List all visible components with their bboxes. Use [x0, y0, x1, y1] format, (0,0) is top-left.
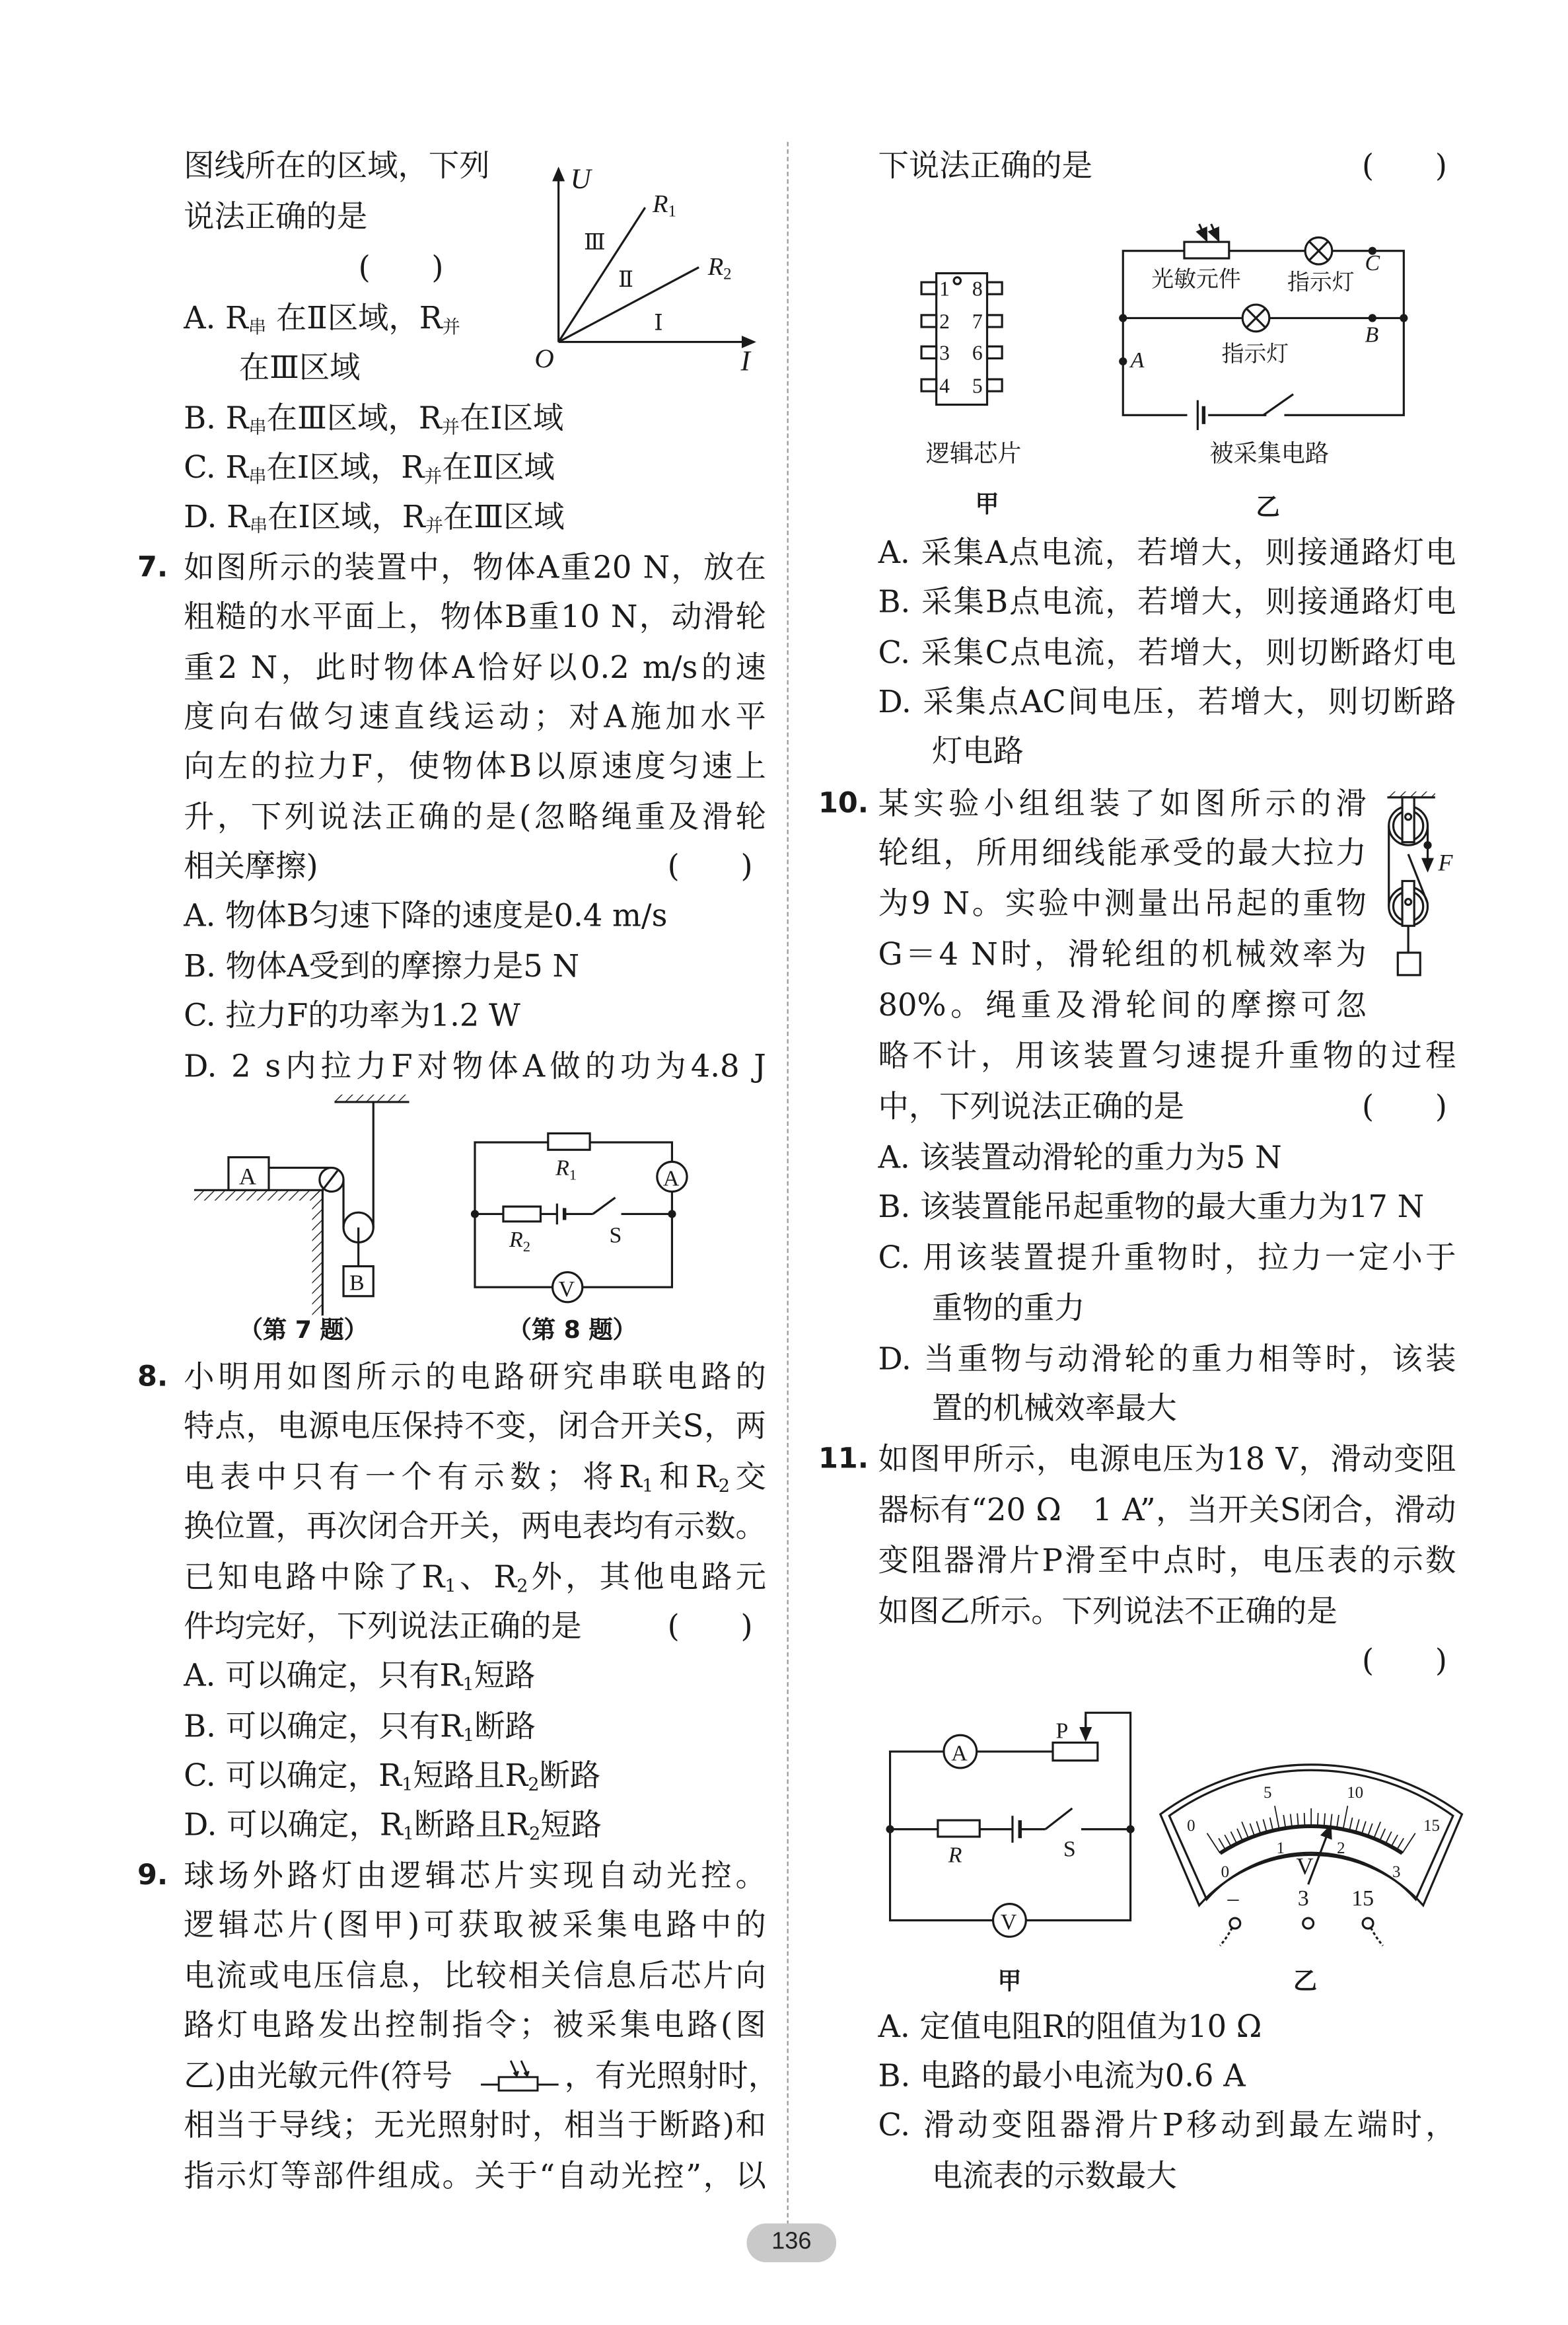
q8-circuit: [472, 1133, 687, 1302]
question-text-line: 乙)由光敏元件(符号: [184, 2057, 453, 2094]
lamp-label-2: 指示灯: [1221, 342, 1289, 367]
chip-pin: [921, 346, 937, 358]
question-text-line: 相当于导线；无光照射时，相当于断路)和: [184, 2107, 766, 2143]
question-number: 8.: [137, 1360, 168, 1393]
region-3-label: Ⅲ: [584, 230, 606, 255]
origin-label: O: [534, 343, 554, 373]
meter-tick: [1355, 1820, 1359, 1833]
point-a-label: A: [1130, 348, 1145, 373]
point-c-label: C: [1365, 251, 1380, 276]
figure-caption: （第 7 题）: [238, 1315, 368, 1345]
figure-b-label: 乙: [1293, 1968, 1318, 1995]
answer-blank: ( ): [667, 848, 753, 884]
answer-blank: ( ): [667, 1608, 753, 1644]
terminal-negative: [1230, 1918, 1240, 1929]
question-text-line: 如图乙所示。下列说法不正确的是: [878, 1593, 1337, 1629]
meter-unit-label: V: [1296, 1853, 1314, 1880]
meter-tick: [1283, 1815, 1285, 1828]
r1-label: $R_1$: [555, 1156, 577, 1183]
force-label: F: [1438, 849, 1453, 876]
meter-tick: [1330, 1814, 1332, 1827]
option-b: B. $R_串$在Ⅲ区域，$R_并$在Ⅰ区域: [184, 400, 564, 438]
meter-tick: [1402, 1833, 1415, 1853]
answer-blank: ( ): [1362, 1088, 1447, 1125]
meter-tick: [1225, 1835, 1231, 1847]
option-c: C. $R_串$在Ⅰ区域，$R_并$在Ⅱ区域: [184, 449, 555, 487]
switch-label: S: [609, 1223, 622, 1248]
option-b: B. 电路的最小电流为0.6 A: [878, 2057, 1246, 2094]
meter-large-scale-label: 10: [1347, 1783, 1364, 1802]
figure-a-label: 甲: [997, 1968, 1022, 1995]
chip-pin: [921, 315, 937, 327]
switch-s: [593, 1198, 616, 1214]
meter-scale-arc: [1220, 1826, 1402, 1853]
i-label: I: [740, 346, 750, 377]
question-text-line: 向左的拉力F，使物体B以原速度匀速上: [184, 748, 766, 784]
question-text-line: 路灯电路发出控制指令；被采集电路(图: [184, 2007, 766, 2043]
chip-pin-number: 2: [939, 310, 950, 334]
question-text-line: 如图所示的装置中，物体A重20 N，放在: [184, 549, 766, 585]
figure-a-label: 甲: [975, 491, 999, 518]
question-text-line: 下说法正确的是: [878, 147, 1092, 184]
r2-label: R2: [707, 252, 732, 283]
chip-pin: [987, 282, 1003, 294]
figure-b-label: 乙: [1256, 494, 1280, 521]
question-text-line: 逻辑芯片(图甲)可获取被采集电路中的: [184, 1907, 766, 1943]
question-text-line: 为9 N。实验中测量出吊起的重物: [878, 885, 1367, 922]
question-text-line: 件均完好，下列说法正确的是: [184, 1608, 582, 1644]
u-label: U: [570, 163, 591, 195]
ammeter-label: A: [662, 1166, 680, 1191]
resistor-r2: [503, 1206, 541, 1222]
option-c: C. 采集C点电流，若增大，则切断路灯电: [878, 634, 1456, 671]
q11-voltmeter-dial: [1160, 1765, 1462, 1995]
meter-tick: [1343, 1806, 1347, 1829]
question-text-line: 小明用如图所示的电路研究串联电路的: [184, 1358, 766, 1395]
chip-pin-number: 6: [972, 341, 983, 365]
option-a: A. 定值电阻R的阻值为10 Ω: [878, 2008, 1262, 2045]
photosensitive-symbol-icon: [478, 2055, 562, 2096]
chip-pin: [921, 379, 937, 391]
question-number: 9.: [137, 1859, 168, 1892]
chip-caption: 逻辑芯片: [925, 440, 1022, 467]
question-text-line: 升，下列说法正确的是(忽略绳重及滑轮: [184, 799, 766, 835]
meter-tick: [1304, 1813, 1305, 1826]
resistor-label: R: [948, 1843, 962, 1868]
ui-graph: [534, 164, 754, 377]
question-text-line: 如图甲所示，电源电压为18 V，滑动变阻: [878, 1440, 1456, 1477]
terminal-15-label: 15: [1351, 1886, 1374, 1911]
meter-tick: [1237, 1829, 1242, 1841]
question-text-line: 已知电路中除了$R_1$、$R_2$外，其他电路元: [184, 1559, 766, 1597]
weight: [1398, 953, 1420, 975]
meter-tick: [1275, 1806, 1279, 1829]
meter-tick: [1219, 1838, 1225, 1849]
q9-sampled-circuit: [1120, 224, 1407, 430]
meter-small-scale-label: 3: [1392, 1863, 1401, 1882]
meter-tick: [1207, 1833, 1221, 1853]
option-d: D. 2 s内拉力F对物体A做的功为4.8 J: [184, 1048, 766, 1084]
meter-tick: [1250, 1824, 1254, 1836]
answer-blank: ( ): [358, 249, 444, 285]
chip-pin-number: 7: [972, 310, 983, 334]
question-text-line: 电流或电压信息，比较相关信息后芯片向: [184, 1957, 766, 1994]
photo-element-label: 光敏元件: [1151, 267, 1241, 292]
option-d: D. $R_串$在Ⅰ区域，$R_并$在Ⅲ区域: [184, 498, 565, 536]
question-text-line: 换位置，再次闭合开关，两电表均有示数。: [184, 1508, 766, 1544]
q9-logic-chip: [921, 274, 1002, 405]
question-text-line: 器标有“20 Ω 1 A”，当开关S闭合，滑动: [878, 1491, 1456, 1528]
option-a: A. 采集A点电流，若增大，则接通路灯电: [878, 535, 1456, 571]
terminal-negative-label: –: [1227, 1886, 1239, 1911]
question-text-line: 相关摩擦): [184, 848, 318, 884]
question-text-line: 重2 N，此时物体A恰好以0.2 m/s的速: [184, 649, 766, 686]
meter-large-scale-label: 5: [1264, 1783, 1272, 1802]
question-text-line: 粗糙的水平面上，物体B重10 N，动滑轮: [184, 599, 766, 635]
q11-circuit: [887, 1713, 1133, 1994]
meter-small-scale-label: 2: [1337, 1839, 1345, 1857]
lamp-label-1: 指示灯: [1287, 270, 1355, 295]
meter-small-scale-label: 1: [1276, 1839, 1285, 1857]
chip-pin-number: 1: [939, 277, 950, 301]
question-text-line: 轮组，所用细线能承受的最大拉力: [878, 834, 1367, 871]
terminal-3: [1303, 1918, 1314, 1929]
question-text-line: 电表中只有一个有示数；将$R_1$和$R_2$交: [184, 1459, 766, 1496]
meter-tick: [1256, 1822, 1260, 1834]
meter-tick: [1242, 1822, 1248, 1838]
q10-pulley-block: [1387, 792, 1453, 975]
meter-tick: [1362, 1822, 1366, 1834]
question-text-line: 特点，电源电压保持不变，闭合开关S，两: [184, 1408, 766, 1444]
meter-large-scale-label: 0: [1187, 1816, 1195, 1835]
option-c: C. 拉力F的功率为1.2 W: [184, 997, 520, 1033]
option-c: C. 可以确定，$R_1$短路且$R_2$断路: [184, 1757, 601, 1795]
meter-tick: [1291, 1814, 1292, 1827]
chip-pin-number: 8: [972, 277, 983, 301]
meter-frame: [1160, 1765, 1462, 1905]
meter-tick: [1264, 1820, 1267, 1833]
meter-tick: [1270, 1818, 1273, 1831]
meter-small-scale-label: 0: [1221, 1863, 1230, 1882]
chip-pin: [987, 379, 1003, 391]
option-b: B. 可以确定，只有$R_1$断路: [184, 1708, 536, 1746]
question-text-line: 说法正确的是: [184, 198, 368, 235]
option-a: A. 物体B匀速下降的速度是0.4 m/s: [184, 897, 668, 934]
option-d-cont: 置的机械效率最大: [931, 1390, 1177, 1426]
option-a: A. 该装置动滑轮的重力为5 N: [878, 1139, 1282, 1175]
option-a-cont: 在Ⅲ区域: [238, 349, 361, 386]
question-number: 11.: [818, 1442, 869, 1475]
option-c-cont: 电流表的示数最大: [931, 2157, 1177, 2194]
chip-pin: [921, 282, 937, 294]
region-1-label: Ⅰ: [654, 311, 663, 336]
voltmeter-label: V: [1000, 1910, 1017, 1935]
meter-tick: [1337, 1815, 1339, 1828]
point-b-label: B: [1365, 322, 1379, 348]
ammeter-label: A: [951, 1741, 968, 1766]
block-a-label: A: [238, 1163, 256, 1190]
answer-blank: ( ): [1362, 147, 1447, 184]
option-d: D. 当重物与动滑轮的重力相等时，该装: [878, 1341, 1456, 1377]
meter-tick: [1380, 1829, 1385, 1841]
resistor-r1: [548, 1133, 590, 1150]
meter-tick: [1297, 1814, 1299, 1827]
option-c: C. 滑动变阻器滑片P移动到最左端时，: [878, 2107, 1456, 2143]
meter-tick: [1391, 1835, 1398, 1847]
question-text-line: 80%。绳重及滑轮间的摩擦可忽: [878, 986, 1367, 1023]
option-a: A. 可以确定，只有$R_1$短路: [184, 1657, 536, 1695]
chip-pin: [987, 346, 1003, 358]
figure-caption: （第 8 题）: [507, 1315, 637, 1345]
option-b: B. 采集B点电流，若增大，则接通路灯电: [878, 583, 1456, 620]
meter-tick: [1349, 1818, 1353, 1831]
rheostat: [1053, 1743, 1098, 1761]
page-number: 136: [747, 2223, 837, 2262]
chip-pin-number: 5: [972, 374, 983, 398]
option-c: C. 用该装置提升重物时，拉力一定小于: [878, 1239, 1456, 1276]
question-text-line: 图线所在的区域，下列: [184, 147, 490, 184]
question-text-line: 中，下列说法正确的是: [878, 1088, 1184, 1125]
option-a: A. $R_串$ 在Ⅱ区域，$R_并$: [184, 300, 460, 338]
question-text-line: 度向右做匀速直线运动；对A施加水平: [184, 698, 766, 735]
chip-pin-number: 4: [939, 374, 950, 398]
option-b: B. 物体A受到的摩擦力是5 N: [184, 948, 580, 984]
question-number: 10.: [818, 787, 869, 820]
switch-s: [1046, 1808, 1073, 1829]
r2-label: $R_2$: [509, 1228, 531, 1255]
voltmeter-label: V: [558, 1276, 575, 1302]
circuit-caption: 被采集电路: [1209, 440, 1330, 467]
meter-tick: [1368, 1824, 1372, 1836]
meter-tick: [1397, 1838, 1404, 1849]
chip-pin-number: 3: [939, 341, 950, 365]
question-number: 7.: [137, 550, 168, 584]
terminal-3-label: 3: [1297, 1886, 1309, 1911]
region-2-label: Ⅱ: [618, 267, 634, 292]
meter-tick: [1374, 1822, 1380, 1838]
meter-large-scale-label: 15: [1423, 1816, 1440, 1835]
switch-label: S: [1063, 1837, 1076, 1862]
option-d: D. 采集点AC间电压，若增大，则切断路: [878, 684, 1456, 720]
option-d: D. 可以确定，$R_1$断路且$R_2$短路: [184, 1806, 602, 1845]
q7-pulley-figure: [194, 1095, 410, 1315]
option-b: B. 该装置能吊起重物的最大重力为17 N: [878, 1189, 1425, 1225]
block-b-label: B: [349, 1271, 365, 1296]
option-d-cont: 灯电路: [931, 733, 1024, 769]
terminal-15: [1363, 1918, 1373, 1929]
r1-label: R1: [653, 190, 676, 221]
meter-tick: [1324, 1814, 1326, 1827]
meter-tick: [1231, 1831, 1237, 1843]
question-text-line: ，有光照射时，: [564, 2057, 779, 2094]
question-text-line: 某实验小组组装了如图所示的滑: [878, 785, 1367, 822]
resistor-r: [938, 1820, 980, 1837]
option-c-cont: 重物的重力: [931, 1290, 1085, 1326]
question-text-line: 略不计，用该装置匀速提升重物的过程: [878, 1037, 1456, 1074]
slider-label: P: [1055, 1718, 1069, 1744]
chip-pin: [987, 315, 1003, 327]
question-text-line: 球场外路灯由逻辑芯片实现自动光控。: [184, 1857, 766, 1894]
question-text-line: 指示灯等部件组成。关于“自动光控”，以: [184, 2157, 766, 2194]
meter-tick: [1386, 1831, 1392, 1843]
photosensitive-element: [1184, 242, 1229, 258]
question-text-line: 变阻器滑片P滑至中点时，电压表的示数: [878, 1542, 1456, 1578]
answer-blank: ( ): [1362, 1642, 1447, 1679]
question-text-line: G＝4 N时，滑轮组的机械效率为: [878, 936, 1367, 973]
